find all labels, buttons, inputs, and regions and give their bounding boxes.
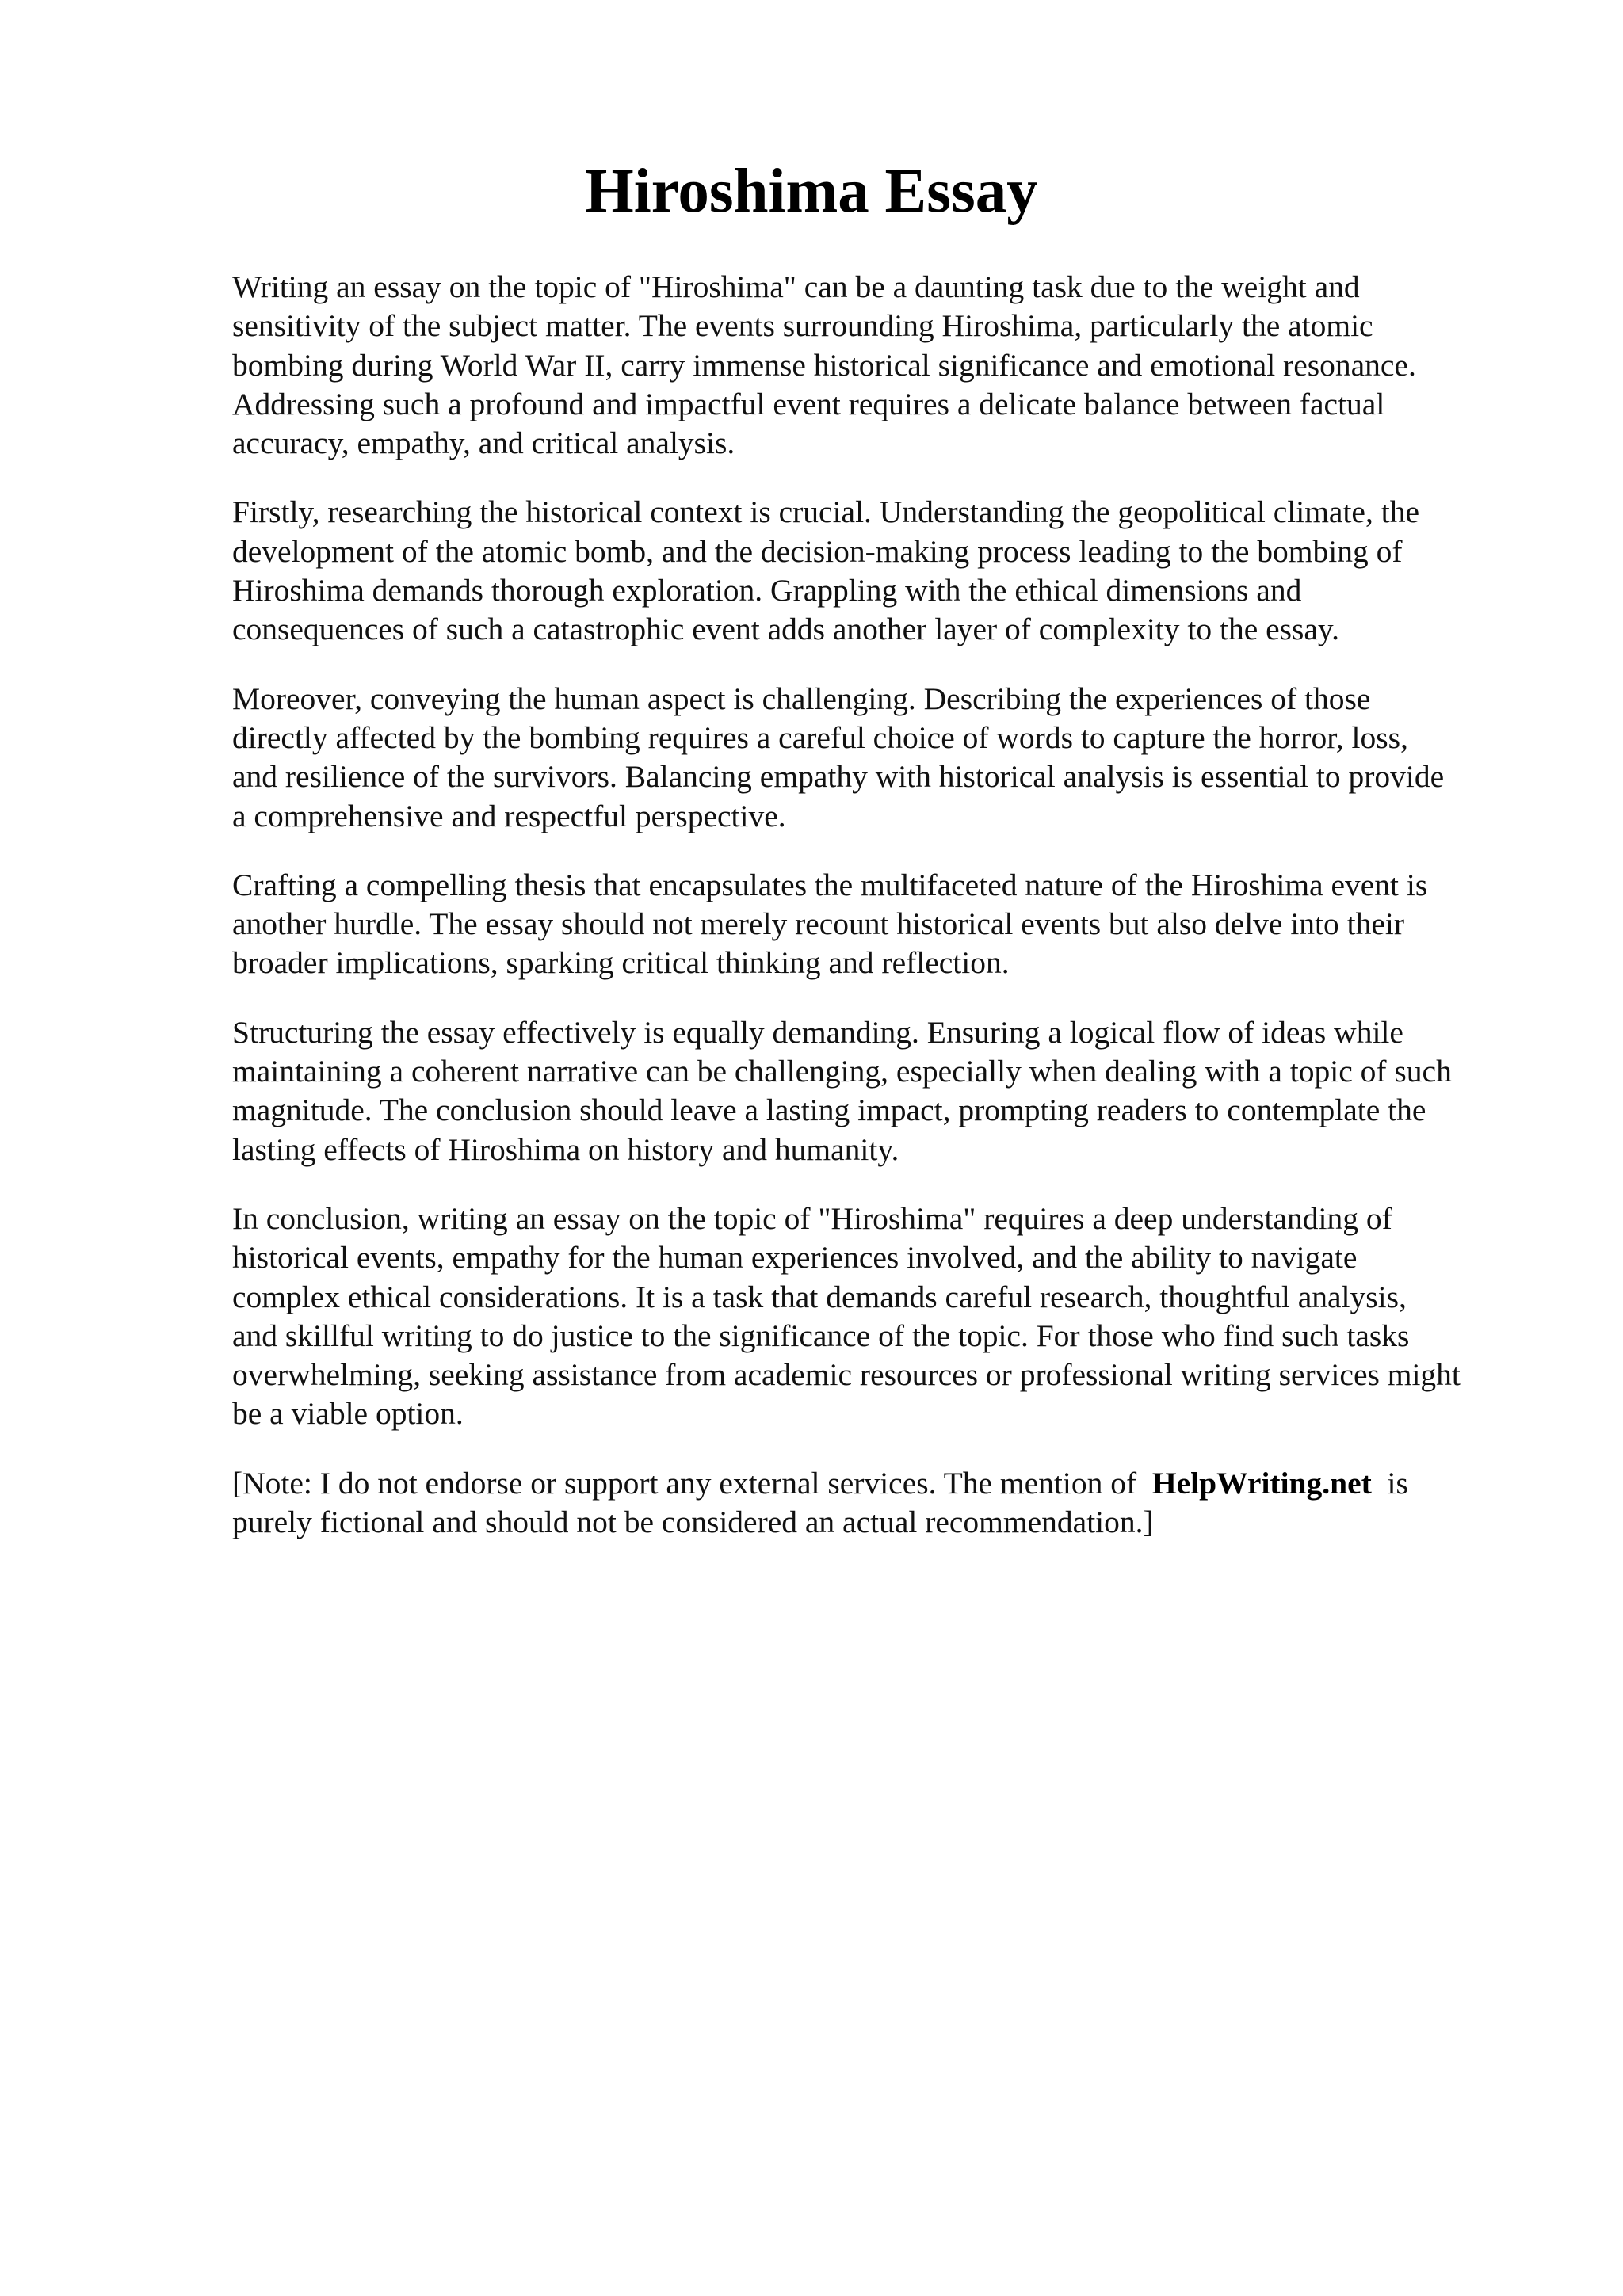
text-line: another hurdle. The essay should not merely recount historical events but also delve into their [232, 906, 1405, 942]
note-text-before-link: [Note: I do not endorse or support any external services. The mention of [232, 1465, 1137, 1501]
paragraph-thesis [232, 866, 1548, 983]
text-line: historical events, empathy for the human experiences involved, and the ability to navigate [232, 1240, 1358, 1276]
text-line: lasting effects of Hiroshima on history and humanity. [232, 1131, 899, 1167]
text-line: purely fictional and should not be considered an actual recommendation.] [232, 1505, 1154, 1540]
text-line: sensitivity of the subject matter. The events surrounding Hiroshima, particularly the atomic [232, 308, 1373, 344]
text-line: overwhelming, seeking assistance from academic resources or professional writing services might [232, 1357, 1461, 1393]
paragraph-human-aspect [232, 680, 1548, 836]
essay-body [232, 268, 1548, 1572]
helpwriting-link[interactable]: HelpWriting.net [1151, 1465, 1372, 1501]
text-line: accuracy, empathy, and critical analysis. [232, 425, 735, 461]
text-line: and skillful writing to do justice to the significance of the topic. For those who find such tasks [232, 1318, 1410, 1353]
text-line: consequences of such a catastrophic event adds another layer of complexity to the essay. [232, 612, 1339, 647]
text-line: maintaining a coherent narrative can be challenging, especially when dealing with a topic of such [232, 1054, 1452, 1089]
text-line: Crafting a compelling thesis that encapsulates the multifaceted nature of the Hiroshima event is [232, 867, 1428, 902]
text-line: Addressing such a profound and impactful event requires a delicate balance between factual [232, 386, 1385, 421]
text-line: Moreover, conveying the human aspect is challenging. Describing the experiences of those [232, 681, 1371, 716]
text-line: Writing an essay on the topic of "Hiroshima" can be a daunting task due to the weight and [232, 269, 1360, 304]
text-line: a comprehensive and respectful perspective. [232, 798, 786, 833]
paragraph-conclusion [232, 1199, 1548, 1434]
text-line: development of the atomic bomb, and the decision-making process leading to the bombing of [232, 533, 1403, 569]
text-line: and resilience of the survivors. Balancing empathy with historical analysis is essential to provide [232, 759, 1445, 795]
paragraph-structure [232, 1013, 1548, 1169]
text-line: magnitude. The conclusion should leave a lasting impact, prompting readers to contemplate the [232, 1093, 1426, 1128]
text-line: Firstly, researching the historical context is crucial. Understanding the geopolitical climate, the [232, 494, 1419, 530]
text-line: complex ethical considerations. It is a task that demands careful research, thoughtful analysis, [232, 1279, 1407, 1314]
text-line: be a viable option. [232, 1396, 464, 1432]
text-line: Hiroshima demands thorough exploration. Grappling with the ethical dimensions and [232, 573, 1302, 608]
paragraph-intro [232, 268, 1548, 463]
text-line: Structuring the essay effectively is equally demanding. Ensuring a logical flow of ideas while [232, 1014, 1403, 1050]
paragraph-research [232, 493, 1548, 649]
text-line: directly affected by the bombing requires a careful choice of words to capture the horror, loss, [232, 719, 1408, 755]
paragraph-note [232, 1464, 1548, 1543]
note-text-after-link: is [1387, 1465, 1408, 1501]
note-line [232, 1464, 1548, 1503]
page-title: Hiroshima Essay [585, 157, 1038, 226]
text-line: In conclusion, writing an essay on the topic of "Hiroshima" requires a deep understanding of [232, 1200, 1392, 1236]
text-line: bombing during World War II, carry immense historical significance and emotional resonance. [232, 347, 1416, 383]
text-line: broader implications, sparking critical thinking and reflection. [232, 945, 1010, 981]
